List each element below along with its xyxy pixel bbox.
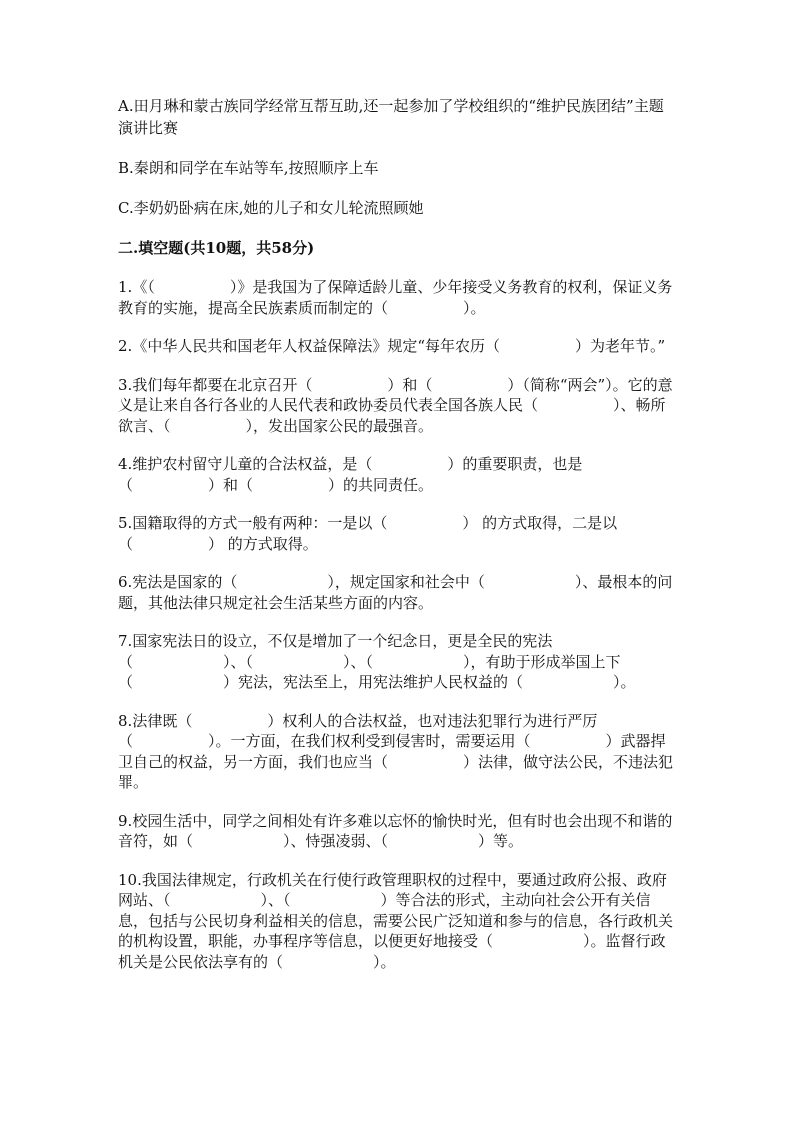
question-text: 我国法律规定，行政机关在行使行政管理职权的过程中，要通过政府公报、政府网站、（ ）、（ ）等合法的形式，主动向社会公开有关信息，包括与公民切身利益相关的信息，需要公民广泛知道和参与的信息，各行政机关的机构设置，职能，办事程序等信息，以便更好地接受（ ）。监督行政机关是公民依法享有的（ ）。 — [118, 870, 674, 971]
question-5 — [118, 513, 678, 554]
question-text: 我们每年都要在北京召开（ ）和（ ）（简称“两会”）。它的意义是让来自各行各业的人民代表和政协委员代表全国各族人民（ ）、畅所欲言、（ ），发出国家公民的最强音。 — [118, 375, 673, 435]
question-1 — [118, 277, 678, 318]
question-3 — [118, 375, 678, 437]
question-text: 宪法是国家的（ ），规定国家和社会中（ ）、最根本的问题，其他法律只规定社会生活某些方面的内容。 — [118, 573, 673, 612]
question-10 — [118, 870, 678, 973]
question-number: 4. — [118, 455, 133, 473]
question-text: 维护农村留守儿童的合法权益，是（ ）的重要职责，也是（ ）和（ ）的共同责任。 — [118, 455, 583, 494]
question-number: 9. — [118, 811, 133, 830]
question-text: 校园生活中，同学之间相处有许多难以忘怀的愉快时光，但有时也会出现不和谐的音符，如（ ）、恃强凌弱、（ ）等。 — [118, 811, 673, 850]
question-text: 国家宪法日的设立，不仅是增加了一个纪念日，更是全民的宪法（ ）、（ ）、（ ），有助于形成举国上下（ ）宪法，宪法至上，用宪法维护人民权益的（ ）。 — [118, 632, 636, 691]
question-number: 7. — [118, 632, 133, 650]
question-8 — [118, 711, 678, 793]
option-a: A.田月琳和蒙古族同学经常互帮互助,还一起参加了学校组织的“维护民族团结”主题演讲比赛 — [118, 97, 664, 137]
question-7 — [118, 631, 678, 693]
question-number: 10. — [118, 870, 142, 889]
section-title: 二.填空题(共10题，共58分) — [118, 239, 315, 257]
question-number: 8. — [118, 711, 133, 730]
question-4 — [118, 454, 678, 495]
question-text: 《中华人民共和国老年人权益保障法》规定“每年农历（ ）为老年节。” — [132, 337, 666, 355]
question-number: 2. — [118, 337, 133, 355]
question-number: 1. — [118, 278, 133, 296]
question-text: 国籍取得的方式一般有两种：一是以（ ） 的方式取得，二是以（ ） 的方式取得。 — [118, 514, 618, 553]
option-c: C.李奶奶卧病在床,她的儿子和女儿轮流照顾她 — [118, 199, 424, 217]
question-text: 法律既（ ）权利人的合法权益，也对违法犯罪行为进行严厉（ ）。一方面，在我们权利受到侵害时，需要运用（ ）武器捍卫自己的权益，另一方面，我们也应当（ ）法律，做守法公民，不违法犯罪。 — [118, 711, 674, 791]
option-b: B.秦朗和同学在车站等车,按照顺序上车 — [118, 159, 379, 177]
question-number: 6. — [118, 573, 133, 591]
question-2 — [118, 336, 678, 357]
question-number: 3. — [118, 375, 133, 394]
question-number: 5. — [118, 514, 133, 532]
question-9 — [118, 811, 678, 852]
question-text: 《（ ）》是我国为了保障适龄儿童、少年接受义务教育的权利，保证义务教育的实施，提高全民族素质而制定的（ ）。 — [118, 278, 673, 317]
document-page — [118, 95, 678, 990]
question-6 — [118, 572, 678, 613]
